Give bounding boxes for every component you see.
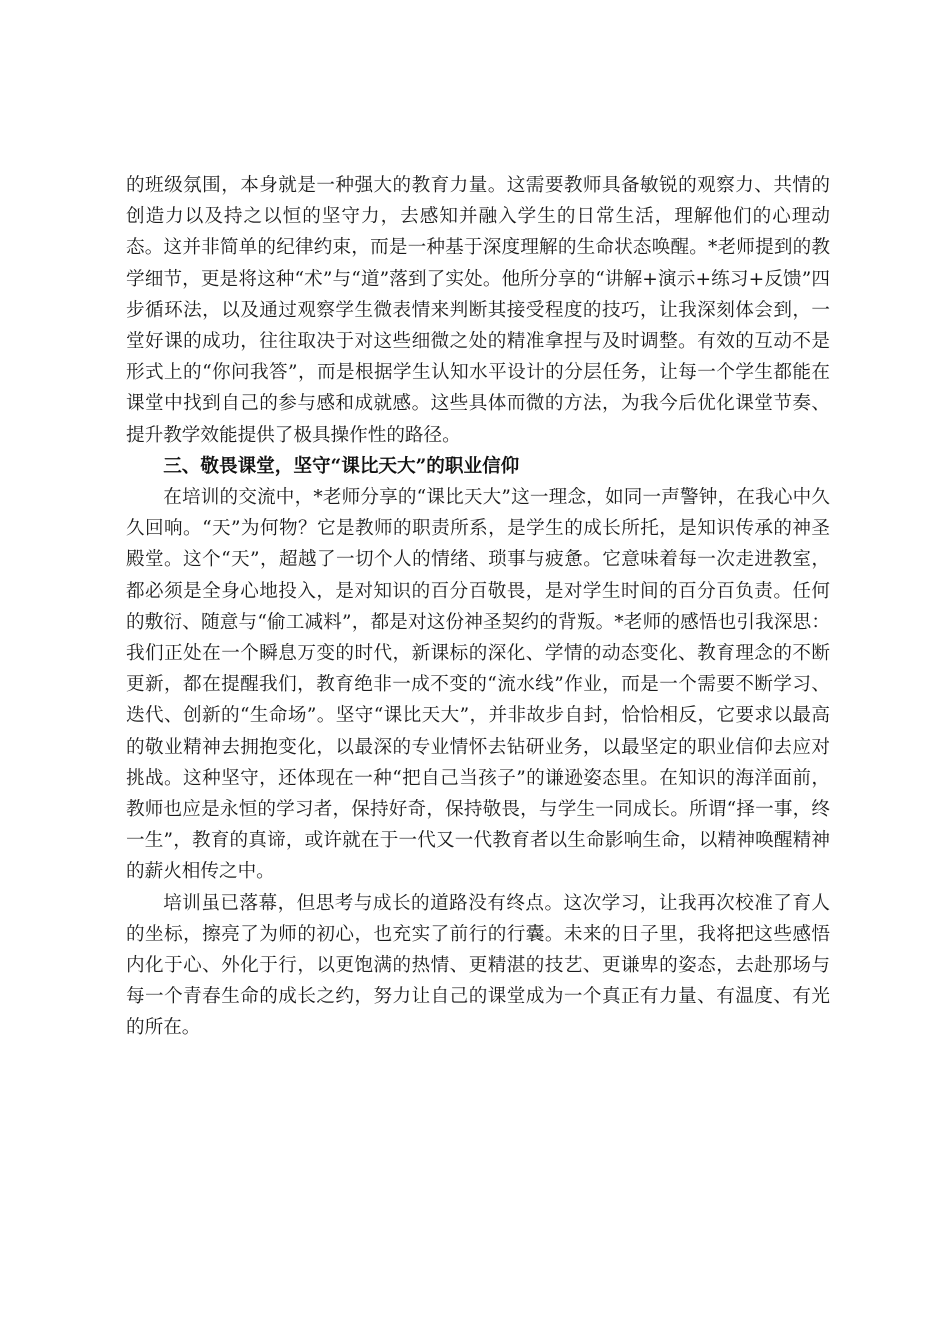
paragraph-continuation: 的班级氛围，本身就是一种强大的教育力量。这需要教师具备敏锐的观察力、共情的创造力以及持之以恒的坚守力，去感知并融入学生的日常生活，理解他们的心理动态。这并非简单的纪律约束，而是一种基于深度理解的生命状态唤醒。*老师提到的教学细节，更是将这种“术”与“道”落到了实处。他所分享的“讲解+演示+练习+反馈”四步循环法，以及通过观察学生微表情来判断其接受程度的技巧，让我深刻体会到，一堂好课的成功，往往取决于对这些细微之处的精准拿捏与及时调整。有效的互动不是形式上的“你问我答”，而是根据学生认知水平设计的分层任务，让每一个学生都能在课堂中找到自己的参与感和成就感。这些具体而微的方法，为我今后优化课堂节奏、提升教学效能提供了极具操作性的路径。 — [126, 175, 830, 446]
paragraph-conclusion: 培训虽已落幕，但思考与成长的道路没有终点。这次学习，让我再次校准了育人的坐标，擦亮了为师的初心，也充实了前行的行囊。未来的日子里，我将把这些感悟内化于心、外化于行，以更饱满的热情、更精湛的技艺、更谦卑的姿态，去赴那场与每一个青春生命的成长之约，努力让自己的课堂成为一个真正有力量、有温度、有光的所在。 — [126, 892, 830, 1039]
paragraph-body: 在培训的交流中，*老师分享的“课比天大”这一理念，如同一声警钟，在我心中久久回响。“天”为何物？它是教师的职责所系，是学生的成长所托，是知识传承的神圣殿堂。这个“天”，超越了一切个人的情绪、琐事与疲惫。它意味着每一次走进教室，都必须是全身心地投入，是对知识的百分百敬畏，是对学生时间的百分百负责。任何的敷衍、随意与“偷工减料”，都是对这份神圣契约的背叛。*老师的感悟也引我深思：我们正处在一个瞬息万变的时代，新课标的深化、学情的动态变化、教育理念的不断更新，都在提醒我们，教育绝非一成不变的“流水线”作业，而是一个需要不断学习、迭代、创新的“生命场”。坚守“课比天大”，并非故步自封，恰恰相反，它要求以最高的敬业精神去拥抱变化，以最深的专业情怀去钻研业务，以最坚定的职业信仰去应对挑战。这种坚守，还体现在一种“把自己当孩子”的谦逊姿态里。在知识的海洋面前，教师也应是永恒的学习者，保持好奇，保持敬畏，与学生一同成长。所谓“择一事，终一生”，教育的真谛，或许就在于一代又一代教育者以生命影响生命，以精神唤醒精神的薪火相传之中。 — [126, 487, 830, 883]
document-body — [126, 170, 830, 1044]
section-heading-3: 三、敬畏课堂，坚守“课比天大”的职业信仰 — [163, 455, 520, 477]
